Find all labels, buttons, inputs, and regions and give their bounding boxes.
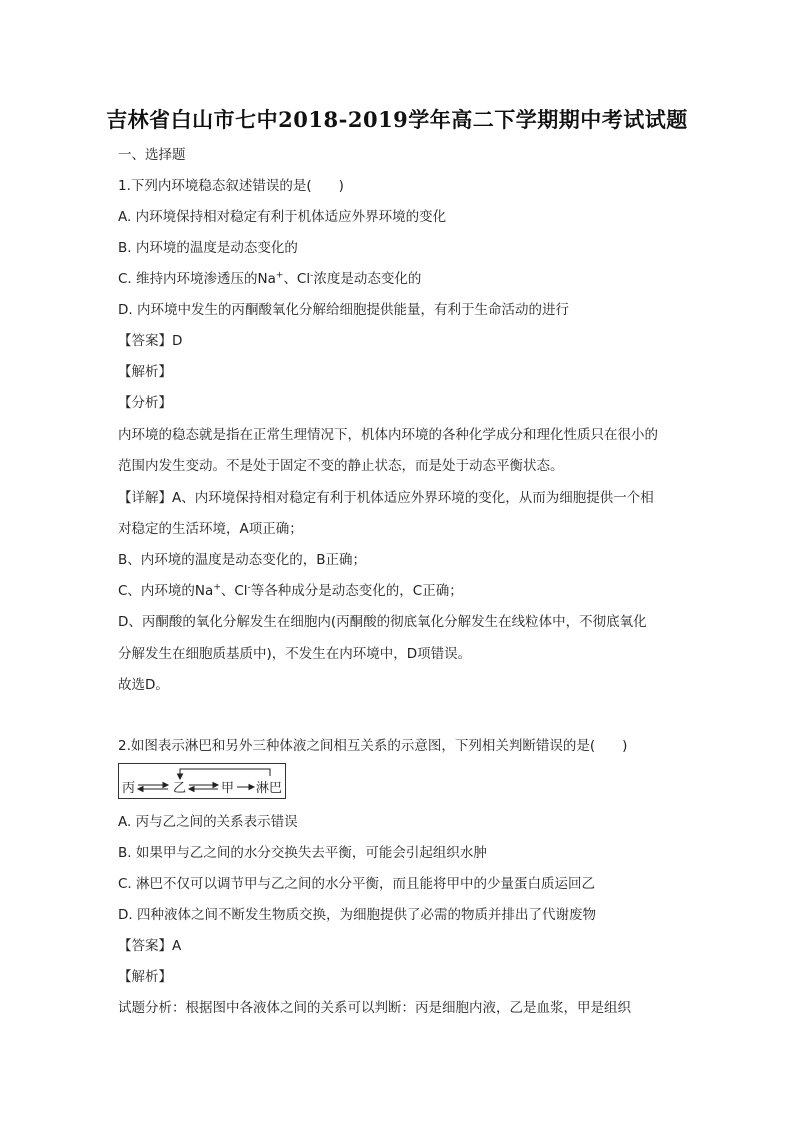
arrow-jia-linba: [237, 785, 254, 790]
q2-option-a: A. 丙与乙之间的关系表示错误: [118, 814, 298, 830]
q1-conclusion: 故选D。: [118, 677, 169, 693]
q1-detail-line-3: B、内环境的温度是动态变化的，B正确；: [118, 552, 367, 568]
q1-option-c-post: 浓度是动态变化的: [313, 271, 422, 287]
q2-analysis-line-1: 试题分析：根据图中各液体之间的关系可以判断：丙是细胞内液，乙是血浆，甲是组织: [118, 1000, 631, 1016]
sup-minus: -: [247, 582, 251, 593]
label-bing: 丙: [122, 781, 136, 796]
q2-analysis-header: 【解析】: [118, 969, 172, 985]
sup-plus: +: [213, 582, 221, 593]
q1-option-c-pre: C. 维持内环境渗透压的Na: [118, 271, 276, 287]
detail-text: A、内环境保持相对稳定有利于机体适应外界环境的变化，从而为细胞提供一个相: [172, 490, 654, 506]
q1-detail-line-6: 分解发生在细胞质基质中)，不发生在内环境中，D项错误。: [118, 646, 472, 662]
q1-detail-line-2: 对稳定的生活环境，A项正确；: [118, 521, 303, 537]
label-linba: 淋巴: [256, 781, 283, 796]
sup-plus: +: [275, 270, 284, 281]
arrow-linba-yi: [178, 769, 271, 779]
q1-fenxi-line-1: 内环境的稳态就是指在正常生理情况下，机体内环境的各种化学成分和理化性质只在很小的: [118, 427, 658, 443]
q1-option-c-mid: 、Cl: [283, 271, 311, 287]
body-fluid-diagram: [118, 763, 286, 799]
q1-option-d: D. 内环境中发生的丙酮酸氧化分解给细胞提供能量，有利于生命活动的进行: [118, 302, 569, 318]
q2-option-c: C. 淋巴不仅可以调节甲与乙之间的水分平衡，而且能将甲中的少量蛋白质运回乙: [118, 876, 596, 892]
q1-fenxi-line-2: 范围内发生变动。不是处于固定不变的静止状态，而是处于动态平衡状态。: [118, 458, 564, 474]
q1-option-a: A. 内环境保持相对稳定有利于机体适应外界环境的变化: [118, 209, 447, 225]
arrow-yi-jia: [189, 783, 218, 792]
q1-stem: 1.下列内环境稳态叙述错误的是( ): [118, 178, 344, 194]
q2-option-b: B. 如果甲与乙之间的水分交换失去平衡，可能会引起组织水肿: [118, 845, 487, 861]
detail-label: 【详解】: [118, 490, 172, 506]
detail-4-pre: C、内环境的Na: [118, 583, 214, 599]
q1-answer: 【答案】D: [118, 333, 183, 349]
q1-detail-line-4: [118, 581, 678, 601]
section-heading: 一、选择题: [118, 147, 186, 163]
detail-4-post: 等各种成分是动态变化的，C正确；: [250, 583, 463, 599]
page-title: 吉林省白山市七中2018-2019学年高二下学期期中考试试题: [106, 107, 688, 132]
label-jia: 甲: [221, 781, 235, 796]
q1-analysis-header: 【解析】: [118, 364, 172, 380]
detail-4-mid: 、Cl: [220, 583, 248, 599]
q1-detail-line-5: D、丙酮酸的氧化分解发生在细胞内(丙酮酸的彻底氧化分解发生在线粒体中，不彻底氧化: [118, 614, 647, 630]
q1-detail-line-1: [118, 488, 678, 508]
q2-stem: 2.如图表示淋巴和另外三种体液之间相互关系的示意图，下列相关判断错误的是( ): [118, 738, 628, 754]
q1-option-c: [118, 269, 678, 289]
q1-fenxi-header: 【分析】: [118, 395, 172, 411]
q2-answer: 【答案】A: [118, 938, 182, 954]
sup-minus: -: [310, 270, 314, 281]
q1-option-b: B. 内环境的温度是动态变化的: [118, 240, 298, 256]
label-yi: 乙: [173, 781, 187, 796]
q2-option-d: D. 四种液体之间不断发生物质交换，为细胞提供了必需的物质并排出了代谢废物: [118, 907, 596, 923]
arrow-bing-yi: [138, 783, 168, 792]
